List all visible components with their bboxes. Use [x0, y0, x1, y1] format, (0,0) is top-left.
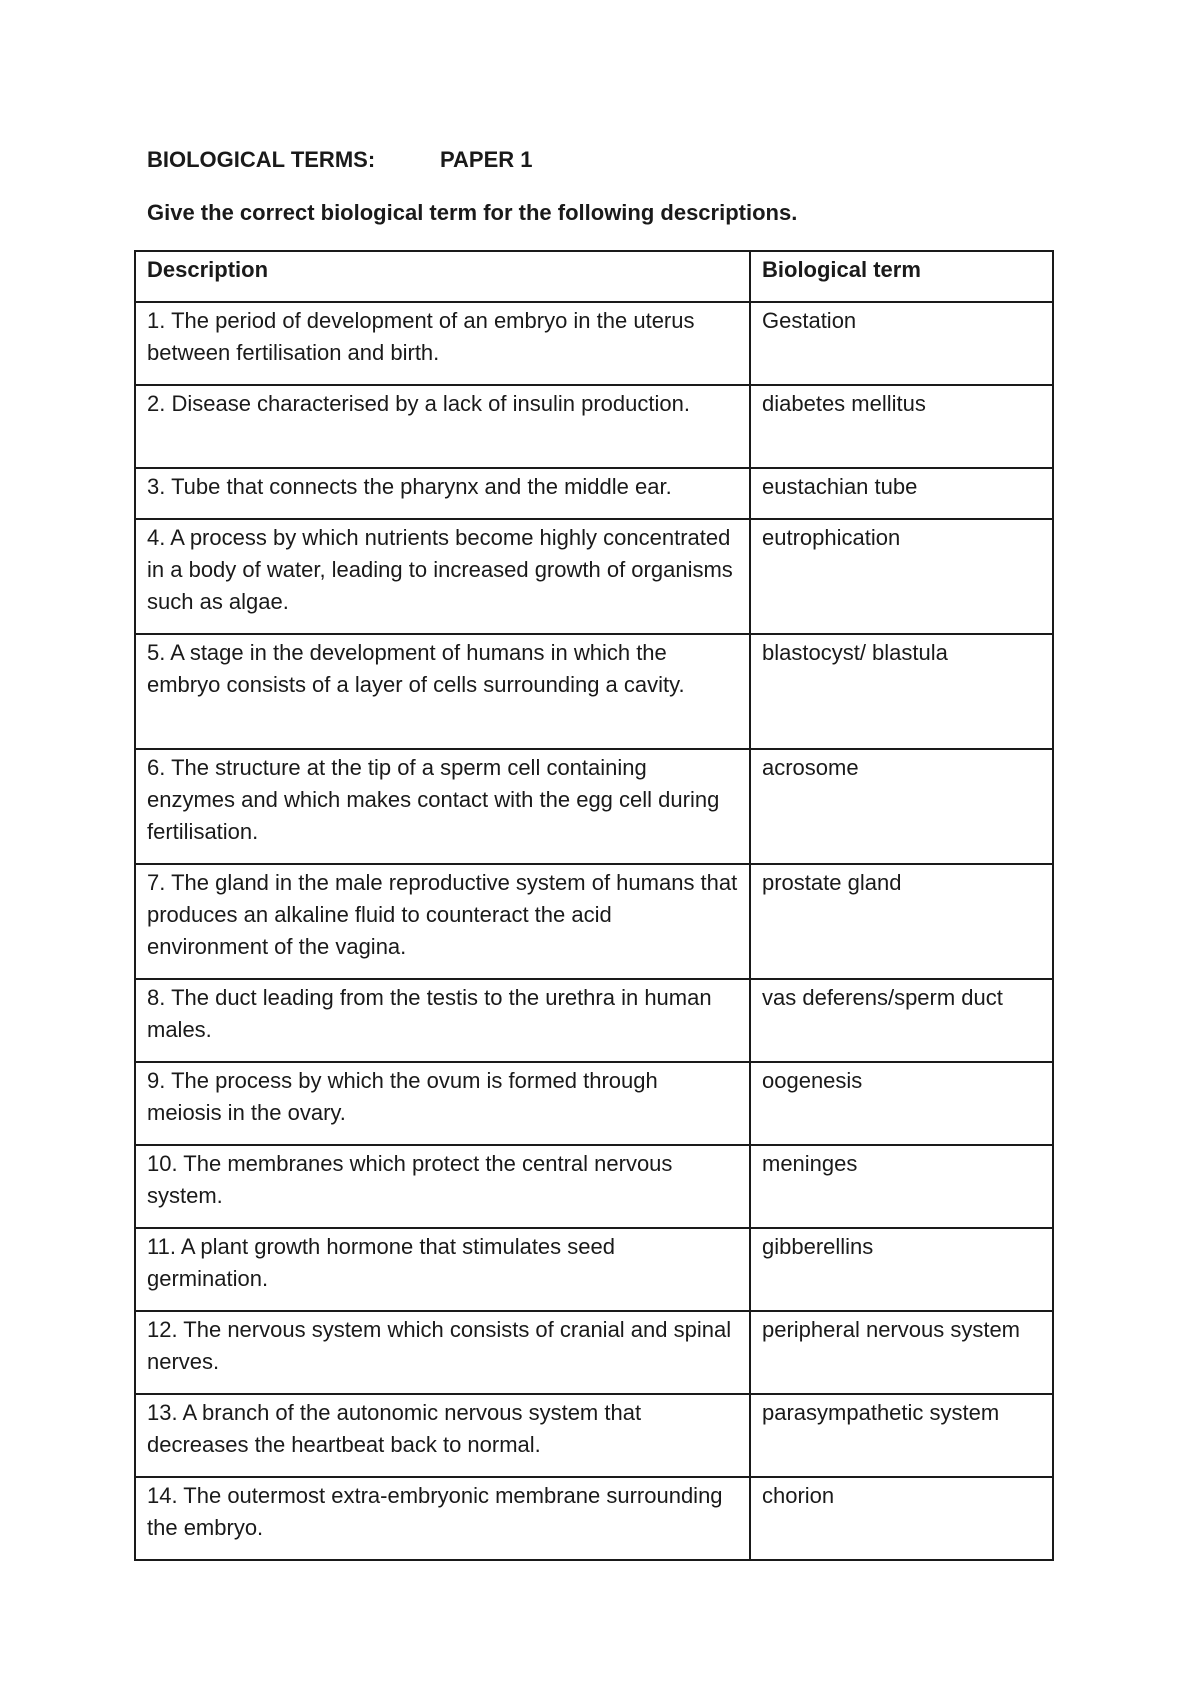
table-row — [135, 519, 1053, 634]
title-text: BIOLOGICAL TERMS: — [147, 147, 376, 172]
term-cell: vas deferens/sperm duct — [750, 979, 1053, 1062]
description-cell: 9. The process by which the ovum is formed through meiosis in the ovary. — [135, 1062, 750, 1145]
term-cell: eustachian tube — [750, 468, 1053, 519]
description-cell: 6. The structure at the tip of a sperm cell containing enzymes and which makes contact with the egg cell during fertilisation. — [135, 749, 750, 864]
table-row — [135, 979, 1053, 1062]
header-biological-term: Biological term — [750, 251, 1053, 302]
table-row — [135, 1228, 1053, 1311]
table-row — [135, 302, 1053, 385]
description-cell: 2. Disease characterised by a lack of insulin production. — [135, 385, 750, 468]
description-cell: 11. A plant growth hormone that stimulates seed germination. — [135, 1228, 750, 1311]
term-cell: peripheral nervous system — [750, 1311, 1053, 1394]
table-row — [135, 634, 1053, 749]
description-cell: 5. A stage in the development of humans in which the embryo consists of a layer of cells surrounding a cavity. — [135, 634, 750, 749]
page-title — [147, 147, 533, 173]
description-cell: 3. Tube that connects the pharynx and the middle ear. — [135, 468, 750, 519]
term-cell: meninges — [750, 1145, 1053, 1228]
table-row — [135, 468, 1053, 519]
description-cell: 10. The membranes which protect the central nervous system. — [135, 1145, 750, 1228]
term-cell: Gestation — [750, 302, 1053, 385]
term-cell: diabetes mellitus — [750, 385, 1053, 468]
header-description: Description — [135, 251, 750, 302]
table-row — [135, 385, 1053, 468]
description-cell: 13. A branch of the autonomic nervous system that decreases the heartbeat back to normal. — [135, 1394, 750, 1477]
term-cell: prostate gland — [750, 864, 1053, 979]
term-cell: eutrophication — [750, 519, 1053, 634]
table-row — [135, 1394, 1053, 1477]
table-row — [135, 1477, 1053, 1560]
term-cell: chorion — [750, 1477, 1053, 1560]
instructions: Give the correct biological term for the following descriptions. — [147, 200, 798, 225]
term-cell: blastocyst/ blastula — [750, 634, 1053, 749]
description-cell: 14. The outermost extra-embryonic membrane surrounding the embryo. — [135, 1477, 750, 1560]
terms-table — [134, 250, 1054, 1561]
term-cell: parasympathetic system — [750, 1394, 1053, 1477]
table-row — [135, 1311, 1053, 1394]
description-cell: 12. The nervous system which consists of cranial and spinal nerves. — [135, 1311, 750, 1394]
description-cell: 1. The period of development of an embryo in the uterus between fertilisation and birth. — [135, 302, 750, 385]
term-cell: oogenesis — [750, 1062, 1053, 1145]
paper-label: PAPER 1 — [440, 147, 533, 172]
table-row — [135, 1062, 1053, 1145]
table-header-row — [135, 251, 1053, 302]
table-row — [135, 749, 1053, 864]
description-cell: 8. The duct leading from the testis to the urethra in human males. — [135, 979, 750, 1062]
term-cell: gibberellins — [750, 1228, 1053, 1311]
term-cell: acrosome — [750, 749, 1053, 864]
table-row — [135, 1145, 1053, 1228]
description-cell: 7. The gland in the male reproductive system of humans that produces an alkaline fluid to counteract the acid environment of the vagina. — [135, 864, 750, 979]
description-cell: 4. A process by which nutrients become highly concentrated in a body of water, leading to increased growth of organisms such as algae. — [135, 519, 750, 634]
table-row — [135, 864, 1053, 979]
